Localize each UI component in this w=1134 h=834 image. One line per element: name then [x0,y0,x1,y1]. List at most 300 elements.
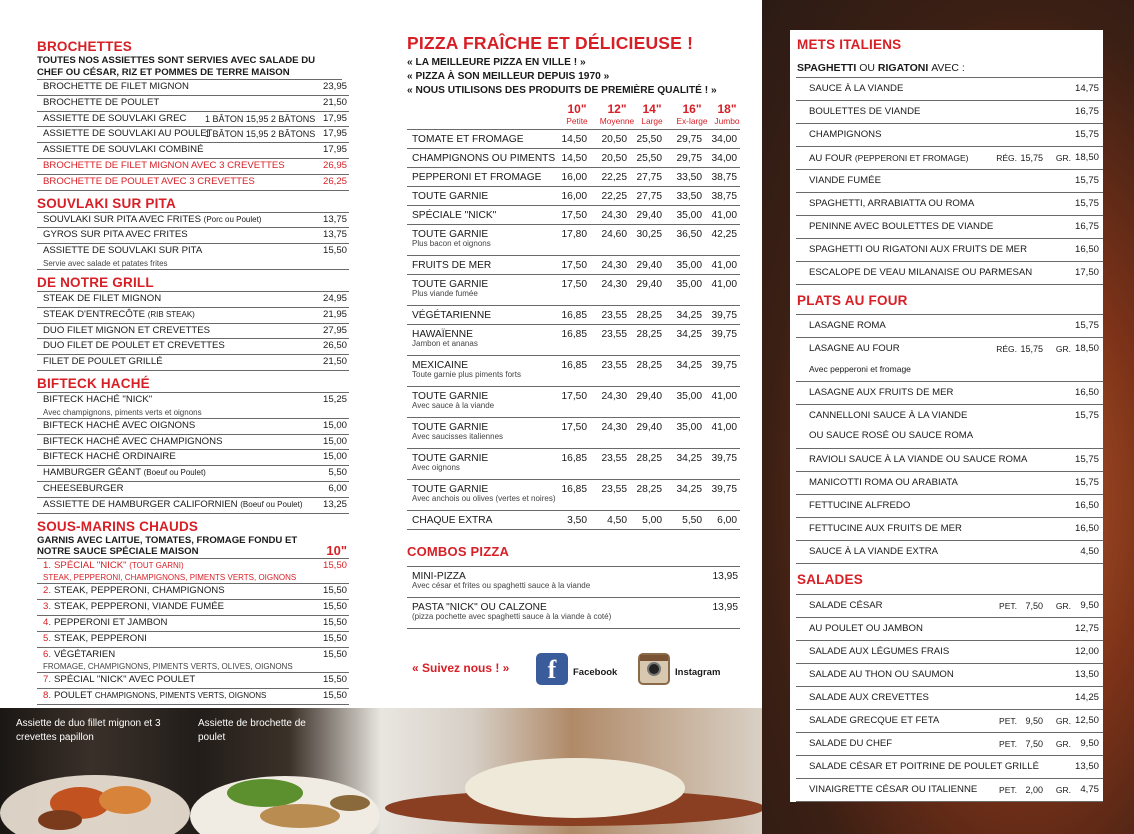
menu-item [796,124,1103,147]
pizza-price: 34,00 [711,153,737,164]
item-price: 12,75 [1074,623,1099,634]
italiens-sub-rigatoni: RIGATONI [877,62,929,74]
four-list [796,314,1103,564]
pizza-price: 41,00 [711,391,737,402]
pizza-row [407,225,740,256]
pizza-name: VÉGÉTARIENNE [412,310,492,321]
menu-item [796,170,1103,193]
section-title-four: PLATS AU FOUR [797,293,908,308]
pizza-taglines [407,56,740,98]
pizza-price: 35,00 [676,422,702,433]
section-title-grill: DE NOTRE GRILL [37,274,154,290]
item-price: 4,50 [1080,546,1099,557]
size-inches: 14" [642,102,662,116]
pizza-price: 23,55 [601,453,627,464]
menu-item [796,405,1103,449]
section-title-sous-marins: SOUS-MARINS CHAUDS [37,518,199,534]
item-price: 16,50 [1074,244,1099,255]
small-size-price: 2,00 [1025,785,1043,795]
item-name: SALADE AUX LÉGUMES FRAIS [809,646,950,657]
item-name: ASSIETTE DE HAMBURGER CALIFORNIEN [43,498,238,510]
item-price: 16,50 [1074,500,1099,511]
item-baton-prices: 1 BÂTON 15,95 2 BÂTONS [205,113,316,124]
pizza-price: 6,00 [717,515,737,526]
menu-item [796,262,1103,285]
item-name: PEPPERONI ET JAMBON [54,616,168,628]
item-name: SALADE CÉSAR [809,600,883,611]
menu-item [37,339,349,355]
item-note: Avec champignons, piments verts et oignons [43,407,202,417]
facebook-label[interactable]: Facebook [573,667,618,678]
pizza-note: Avec sauce à la viande [412,401,495,410]
item-price: 16,50 [1074,387,1099,398]
item-price: 15,50 [322,601,347,613]
pizza-price: 34,25 [676,453,702,464]
pizza-price: 39,75 [711,453,737,464]
menu-item [796,641,1103,664]
pizza-price: 41,00 [711,279,737,290]
food-photo-strip [0,708,762,834]
photo-caption-duo: Assiette de duo fillet mignon et 3 crevettes papillon [16,718,161,743]
pizza-row [407,149,740,168]
item-price: 26,95 [322,159,347,171]
item-name: SPÉCIAL "NICK" [54,559,127,571]
souvlaki-list [37,212,349,270]
sous-marins-header [37,535,349,559]
pizza-price: 17,80 [561,229,587,240]
pizza-price: 29,40 [636,210,662,221]
pizza-name: MEXICAINE [412,360,469,371]
item-baton-prices: 1 BÂTON 15,95 2 BÂTONS [205,129,316,140]
pizza-note: Avec anchois ou olives (vertes et noires) [412,494,556,503]
pizza-price: 22,25 [601,172,627,183]
pizza-price: 24,30 [601,279,627,290]
food-photos [0,708,762,834]
instagram-icon[interactable] [638,653,670,685]
item-name: ASSIETTE DE SOUVLAKI AU POULET [43,128,213,140]
pizza-price: 33,50 [676,191,702,202]
pizza-price: 41,00 [711,210,737,221]
pizza-price: 20,50 [601,153,627,164]
item-price: 17,95 [322,144,347,156]
pizza-price: 38,75 [711,172,737,183]
item-price: 15,50 [322,559,347,571]
item-name: ASSIETTE DE SOUVLAKI SUR PITA [43,245,203,257]
menu-item [37,159,349,175]
pizza-price: 24,60 [601,229,627,240]
item-price: 15,75 [1074,454,1099,465]
menu-item [37,393,349,419]
item-name: STEAK D'ENTRECÔTE [43,308,146,320]
pizza-note: Avec oignons [412,463,460,472]
italiens-sub-spaghetti: SPAGHETTI [797,62,857,74]
pizza-size-header [407,102,740,130]
grill-list [37,291,349,371]
combo-price: 13,95 [712,602,738,613]
item-price: 26,50 [322,340,347,352]
item-price: 23,95 [322,81,347,92]
item-name: POULET [54,690,93,702]
item-price: 17,95 [322,112,347,124]
menu-item [37,482,349,498]
item-name: ASSIETTE DE SOUVLAKI GREC [43,112,187,124]
small-size-price: 9,50 [1025,716,1043,726]
small-size-label: PET. [999,785,1017,795]
item-name: STEAK, PEPPERONI [54,632,147,644]
item-name: SPÉCIAL "NICK" AVEC POULET [54,674,196,686]
pizza-price: 23,55 [601,360,627,371]
menu-item [37,143,349,159]
pizza-row [407,256,740,275]
large-size-label: GR. [1055,739,1071,749]
pizza-note: Jambon et ananas [412,339,478,348]
combos-list [407,566,740,629]
pizza-price: 29,40 [636,260,662,271]
pizza-price: 29,40 [636,422,662,433]
italiens-list [796,77,1103,285]
brochettes-list [37,80,349,191]
pizza-name: CHAMPIGNONS OU PIMENTS [412,153,556,164]
brochettes-description: TOUTES NOS ASSIETTES SONT SERVIES AVEC SALADE DU CHEF OU CÉSAR, RIZ ET POMMES DE TERRE MAISON [37,55,342,80]
small-size-price: 7,50 [1025,739,1043,749]
item-number: 8. [43,690,52,702]
pizza-name: TOUTE GARNIE [412,229,489,240]
pizza-name: TOUTE GARNIE [412,391,489,402]
pizza-name: TOUTE GARNIE [412,422,489,433]
small-size-price: 7,50 [1025,601,1043,611]
item-name: CANNELLONI SAUCE À LA VIANDE [809,410,968,421]
small-size-label: PET. [999,716,1017,726]
pizza-price: 24,30 [601,391,627,402]
item-name: VIANDE FUMÉE [809,175,881,186]
item-price: 16,75 [1074,106,1099,117]
pizza-price: 29,75 [676,134,702,145]
pizza-note: Plus bacon et oignons [412,239,491,248]
pizza-price: 28,25 [636,453,662,464]
facebook-icon[interactable]: f [536,653,568,685]
pizza-price: 42,25 [711,229,737,240]
item-price: 15,25 [322,393,347,405]
item-name: VINAIGRETTE CÉSAR OU ITALIENNE [809,784,978,795]
item-price: 15,75 [1074,198,1099,209]
item-detail: (PEPPERONI ET FROMAGE) [854,153,969,163]
right-column [790,30,1103,802]
item-price: 17,50 [1074,267,1099,278]
menu-item [37,466,349,482]
section-title-souvlaki: SOUVLAKI SUR PITA [37,195,176,211]
item-name: BIFTECK HACHÉ AVEC CHAMPIGNONS [43,435,223,447]
bifteck-list [37,392,349,514]
pizza-price: 17,50 [561,391,587,402]
item-name-line2: OU SAUCE ROSÉ OU SAUCE ROMA [809,430,974,441]
item-number: 1. [43,559,52,571]
pizza-row [407,187,740,206]
pizza-price: 23,55 [601,310,627,321]
pizza-name: TOUTE GARNIE [412,484,489,495]
menu-item [796,687,1103,710]
salades-list [796,594,1103,802]
pizza-row [407,511,740,530]
item-name: LASAGNE ROMA [809,320,886,331]
item-name: BIFTECK HACHÉ "NICK" [43,393,153,405]
small-size-label: PET. [999,739,1017,749]
pizza-name: PEPPERONI ET FROMAGE [412,172,542,183]
small-size-label: RÉG. [996,153,1017,163]
pizza-price: 29,40 [636,391,662,402]
item-price: 15,50 [322,245,347,257]
pizza-price: 30,25 [636,229,662,240]
item-price: 18,50 [1074,343,1099,354]
pizza-price: 34,25 [676,310,702,321]
item-detail: (Boeuf ou Poulet) [240,499,303,509]
italiens-sub-ou: OU [859,62,875,74]
item-name: PENINNE AVEC BOULETTES DE VIANDE [809,221,994,232]
item-price: 16,75 [1074,221,1099,232]
combo-note: (pizza pochette avec spaghetti sauce à la viande à coté) [412,612,612,621]
item-price: 18,50 [1074,152,1099,163]
menu-item [796,78,1103,101]
item-name: HAMBURGER GÉANT [43,467,141,479]
item-name: AU POULET OU JAMBON [809,623,923,634]
large-size-label: GR. [1055,344,1071,354]
pizza-name: FRUITS DE MER [412,260,492,271]
item-name: GYROS SUR PITA AVEC FRITES [43,229,188,241]
combo-row [407,567,740,598]
item-price: 15,50 [322,690,347,702]
item-note: Avec pepperoni et fromage [809,364,911,374]
italiens-subtitle [797,62,1103,74]
size-label: Petite [566,116,588,126]
item-name: BROCHETTE DE POULET AVEC 3 CREVETTES [43,175,255,187]
item-price: 12,50 [1074,715,1099,726]
pizza-price: 39,75 [711,360,737,371]
size-label: Moyenne [599,116,635,126]
size-column-header [555,102,599,126]
menu-item [37,324,349,340]
size-label: Ex-large [676,116,708,126]
pizza-price: 5,00 [642,515,662,526]
pizza-price: 16,00 [561,172,587,183]
menu-item [796,710,1103,733]
pizza-price: 39,75 [711,484,737,495]
item-price: 15,50 [322,674,347,686]
item-name: SALADE GRECQUE ET FETA [809,715,940,726]
pizza-tagline: « NOUS UTILISONS DES PRODUITS DE PREMIÈRE QUALITÉ ! » [407,85,717,96]
item-name: BROCHETTE DE POULET [43,96,160,108]
menu-item [37,244,349,270]
item-price: 15,75 [1074,320,1099,331]
item-name: SALADE AU THON OU SAUMON [809,669,954,680]
menu-item [37,419,349,435]
menu-item [37,616,349,632]
menu-item [796,449,1103,472]
pizza-price: 16,85 [561,360,587,371]
pizza-title: PIZZA FRAÎCHE ET DÉLICIEUSE ! [407,33,694,53]
pizza-price: 27,75 [636,191,662,202]
item-detail: (RIB STEAK) [147,309,195,319]
pizza-price: 5,50 [682,515,702,526]
item-price: 9,50 [1080,600,1099,611]
pizza-price: 24,30 [601,260,627,271]
item-price: 5,50 [328,467,347,479]
pizza-price: 3,50 [567,515,587,526]
section-title-italiens: METS ITALIENS [797,37,902,52]
size-column-header [705,102,749,126]
item-price: 15,75 [1074,129,1099,140]
pizza-row [407,449,740,480]
menu-item [37,127,349,143]
pizza-price: 34,25 [676,329,702,340]
menu-item [796,495,1103,518]
pizza-price: 33,50 [676,172,702,183]
pizza-row [407,418,740,449]
item-price: 15,75 [1074,477,1099,488]
follow-us-text: « Suivez nous ! » [412,661,510,675]
pizza-tagline: « PIZZA À SON MEILLEUR DEPUIS 1970 » [407,71,610,82]
item-price: 27,95 [322,324,347,336]
pizza-note: Toute garnie plus piments forts [412,370,521,379]
combo-note: Avec césar et frites ou spaghetti sauce à la viande [412,581,591,590]
pizza-price: 39,75 [711,329,737,340]
pizza-price: 22,25 [601,191,627,202]
item-detail: (TOUT GARNI) [129,560,184,570]
item-name: SALADE DU CHEF [809,738,893,749]
pizza-name: TOUTE GARNIE [412,279,489,290]
large-size-label: GR. [1055,153,1071,163]
section-title-bifteck: BIFTECK HACHÉ [37,375,150,391]
item-name: SAUCE À LA VIANDE [809,83,904,94]
menu-item [796,595,1103,618]
item-price: 15,75 [1074,175,1099,186]
item-name: CHEESEBURGER [43,482,124,494]
menu-item [37,355,349,371]
item-price: 15,50 [322,648,347,660]
item-note: Servie avec salade et patates frites [43,258,168,268]
item-price: 9,50 [1080,738,1099,749]
item-price: 6,00 [328,482,347,494]
item-name: ESCALOPE DE VEAU MILANAISE OU PARMESAN [809,267,1033,278]
pizza-price: 36,50 [676,229,702,240]
pizza-price: 41,00 [711,422,737,433]
item-name: LASAGNE AUX FRUITS DE MER [809,387,954,398]
pizza-price: 34,25 [676,484,702,495]
item-price: 26,25 [322,175,347,187]
menu-item [796,472,1103,495]
size-inches: 10" [567,102,587,116]
menu-item [37,213,349,229]
menu-item [37,600,349,616]
item-name: FETTUCINE AUX FRUITS DE MER [809,523,962,534]
menu-item [37,648,349,674]
photo-caption-brochette: Assiette de brochette de poulet [198,718,306,743]
item-price: 21,50 [322,356,347,368]
pizza-price: 17,50 [561,279,587,290]
pizza-price: 16,85 [561,310,587,321]
pizza-price: 17,50 [561,210,587,221]
pizza-price: 17,50 [561,260,587,271]
item-price: 13,50 [1074,669,1099,680]
item-price: 14,75 [1074,83,1099,94]
pizza-price: 14,50 [561,153,587,164]
item-name: STEAK, PEPPERONI, VIANDE FUMÉE [54,601,225,613]
size-inches: 16" [682,102,702,116]
pizza-price: 23,55 [601,329,627,340]
menu-item [37,689,349,705]
item-name: SPAGHETTI, ARRABIATTA OU ROMA [809,198,975,209]
pizza-name: TOMATE ET FROMAGE [412,134,524,145]
pizza-price: 35,00 [676,279,702,290]
pizza-price: 24,30 [601,422,627,433]
combo-name: MINI-PIZZA [412,571,466,582]
instagram-label[interactable]: Instagram [675,667,721,678]
sous-marins-list [37,559,349,705]
pizza-price: 39,75 [711,310,737,321]
item-name: DUO FILET MIGNON ET CREVETTES [43,324,211,336]
menu-item [796,216,1103,239]
menu-item [796,541,1103,564]
pizza-price: 16,85 [561,484,587,495]
small-size-label: PET. [999,601,1017,611]
combo-row [407,598,740,629]
item-name: SALADE AUX CREVETTES [809,692,929,703]
pizza-name: CHAQUE EXTRA [412,515,493,526]
pizza-row [407,275,740,306]
pizza-price: 35,00 [676,391,702,402]
item-price: 15,50 [322,585,347,597]
small-size-price: 15,75 [1020,344,1043,354]
menu-item [796,382,1103,405]
small-size-price: 15,75 [1020,153,1043,163]
pizza-price: 24,30 [601,210,627,221]
pizza-price: 35,00 [676,260,702,271]
item-name: AU FOUR [809,153,853,164]
item-name: BIFTECK HACHÉ ORDINAIRE [43,451,176,463]
item-price: 21,50 [322,96,347,108]
pizza-note: Plus viande fumée [412,289,478,298]
item-name: DUO FILET DE POULET ET CREVETTES [43,340,225,352]
pizza-row [407,387,740,418]
item-name: BOULETTES DE VIANDE [809,106,921,117]
menu-item [37,673,349,689]
pizza-price: 34,00 [711,134,737,145]
item-detail: (Porc ou Poulet) [203,214,262,224]
size-inches: 12" [607,102,627,116]
pizza-name: SPÉCIALE "NICK" [412,210,497,221]
pizza-price: 28,25 [636,360,662,371]
menu-item [796,193,1103,216]
large-size-label: GR. [1055,716,1071,726]
item-name: FETTUCINE ALFREDO [809,500,911,511]
size-label: Jumbo [714,116,740,126]
item-name: SOUVLAKI SUR PITA AVEC FRITES [43,213,201,225]
pizza-price: 23,55 [601,484,627,495]
item-price: 16,50 [1074,523,1099,534]
item-price: 24,95 [322,292,347,304]
section-title-salades: SALADES [797,572,863,587]
item-price: 13,75 [322,229,347,241]
pizza-row [407,306,740,325]
menu-item [37,498,349,514]
menu-item [37,632,349,648]
item-name: ASSIETTE DE SOUVLAKI COMBINÉ [43,144,204,156]
pizza-row [407,130,740,149]
pizza-price: 28,25 [636,329,662,340]
pizza-row [407,480,740,511]
item-price: 13,75 [322,213,347,225]
item-number: 4. [43,616,52,628]
item-name: RAVIOLI SAUCE À LA VIANDE OU SAUCE ROMA [809,454,1028,465]
pizza-row [407,356,740,387]
